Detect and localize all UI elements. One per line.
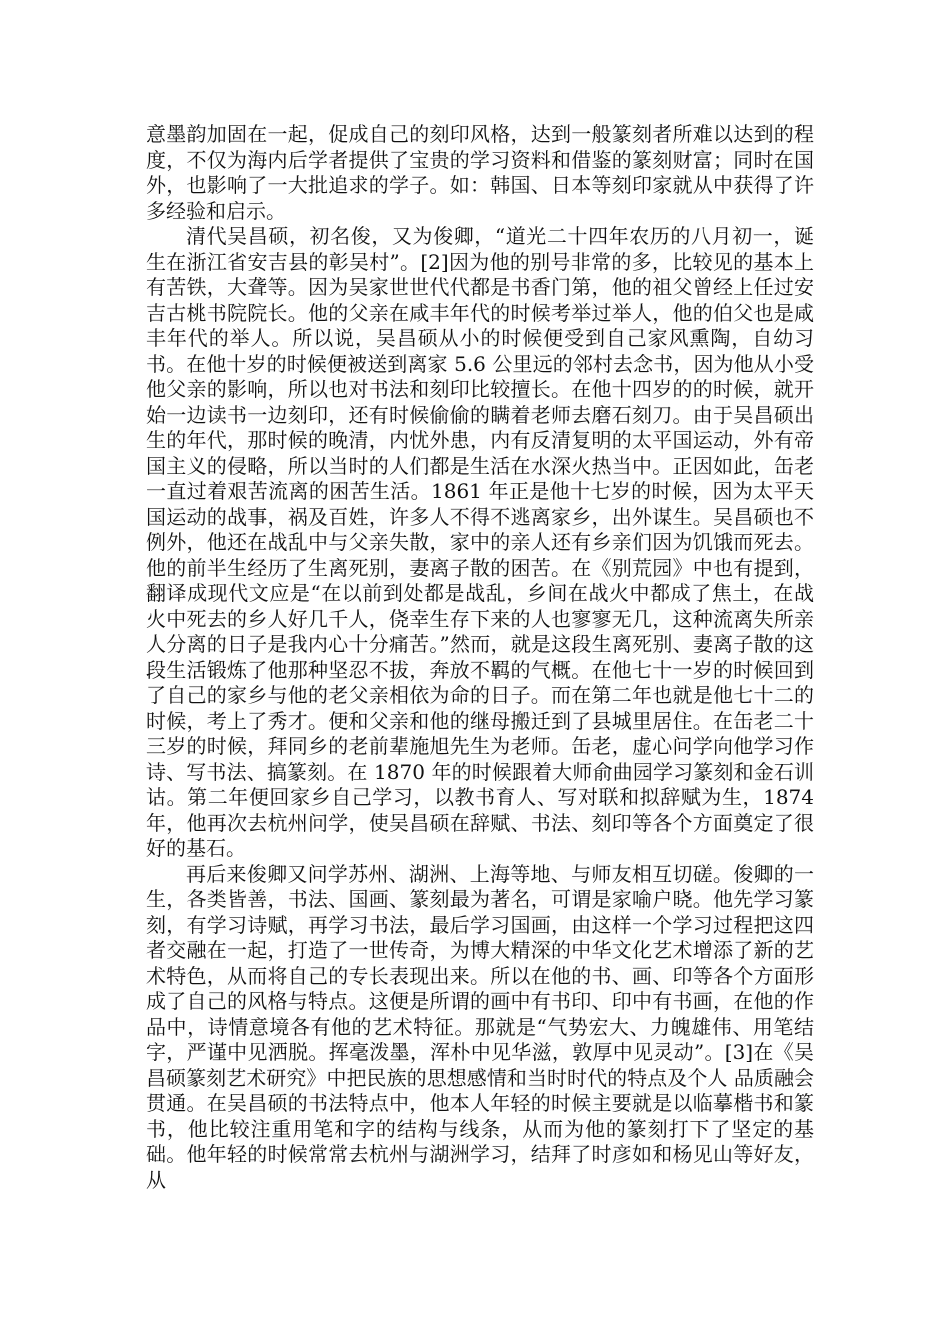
document-body xyxy=(146,122,814,1193)
paragraph-1: 意墨韵加固在一起，促成自己的刻印风格，达到一般篆刻者所难以达到的程度，不仅为海内后学者提供了宝贵的学习资料和借鉴的篆刻财富；同时在国外，也影响了一大批追求的学子。如：韩国、日本等刻印家就从中获得了许多经验和启示。 xyxy=(146,122,814,223)
paragraph-2: 清代吴昌硕，初名俊，又为俊卿，“道光二十四年农历的八月初一，诞生在浙江省安吉县的彰吴村”。[2]因为他的别号非常的多，比较见的基本上有苦铁，大聋等。因为吴家世世代代都是书香门第，他的祖父曾经上任过安吉古桃书院院长。他的父亲在咸丰年代的时候考举过举人，他的伯父也是咸丰年代的举人。所以说，吴昌硕从小的时候便受到自己家风熏陶，自幼习书。在他十岁的时候便被送到离家 5.6 公里远的邻村去念书，因为他从小受他父亲的影响，所以也对书法和刻印比较擅长。在他十四岁的的时候，就开始一边读书一边刻印，还有时候偷偷的瞒着老师去磨石刻刀。由于吴昌硕出生的年代，那时候的晚清，内忧外患，内有反清复明的太平国运动，外有帝国主义的侵略，所以当时的人们都是生活在水深火热当中。正因如此，缶老一直过着艰苦流离的困苦生活。1861 年正是他十七岁的时候，因为太平天国运动的战事，祸及百姓，许多人不得不逃离家乡，出外谋生。吴昌硕也不例外，他还在战乱中与父亲失散，家中的亲人还有乡亲们因为饥饿而死去。他的前半生经历了生离死别，妻离子散的困苦。在《别荒园》中也有提到，翻译成现代文应是“在以前到处都是战乱，乡间在战火中都成了焦土，在战火中死去的乡人好几千人，侥幸生存下来的人也寥寥无几，这种流离失所亲人分离的日子是我内心十分痛苦。”然而，就是这段生离死别、妻离子散的这段生活锻炼了他那种坚忍不拔，奔放不羁的气概。在他七十一岁的时候回到了自己的家乡与他的老父亲相依为命的日子。而在第二年也就是他七十二的时候，考上了秀才。便和父亲和他的继母搬迁到了县城里居住。在缶老二十三岁的时候，拜同乡的老前辈施旭先生为老师。缶老，虚心问学向他学习作诗、写书法、搞篆刻。在 1870 年的时候跟着大师俞曲园学习篆刻和金石训诂。第二年便回家乡自己学习，以教书育人、写对联和拟辞赋为生，1874 年，他再次去杭州问学，使吴昌硕在辞赋、书法、刻印等各个方面奠定了很好的基石。 xyxy=(146,224,814,860)
paragraph-3: 再后来俊卿又问学苏州、湖洲、上海等地、与师友相互切磋。俊卿的一生，各类皆善，书法、国画、篆刻最为著名，可谓是家喻户晓。他先学习篆刻，有学习诗赋，再学习书法，最后学习国画，由这样一个学习过程把这四者交融在一起，打造了一世传奇，为博大精深的中华文化艺术增添了新的艺术特色，从而将自己的专长表现出来。所以在他的书、画、印等各个方面形成了自己的风格与特点。这便是所谓的画中有书印、印中有书画，在他的作品中，诗情意境各有他的艺术特征。那就是“气势宏大、力魄雄伟、用笔结字，严谨中见洒脱。挥毫泼墨，浑朴中见华滋，敦厚中见灵动”。[3]在《吴昌硕篆刻艺术研究》中把民族的思想感情和当时时代的特点及个人 品质融会贯通。在吴昌硕的书法特点中，他本人年轻的时候主要就是以临摹楷书和篆书，他比较注重用笔和字的结构与线条，从而为他的篆刻打下了坚定的基础。他年轻的时候常常去杭州与湖洲学习，结拜了时彦如和杨见山等好友，从 xyxy=(146,861,814,1192)
